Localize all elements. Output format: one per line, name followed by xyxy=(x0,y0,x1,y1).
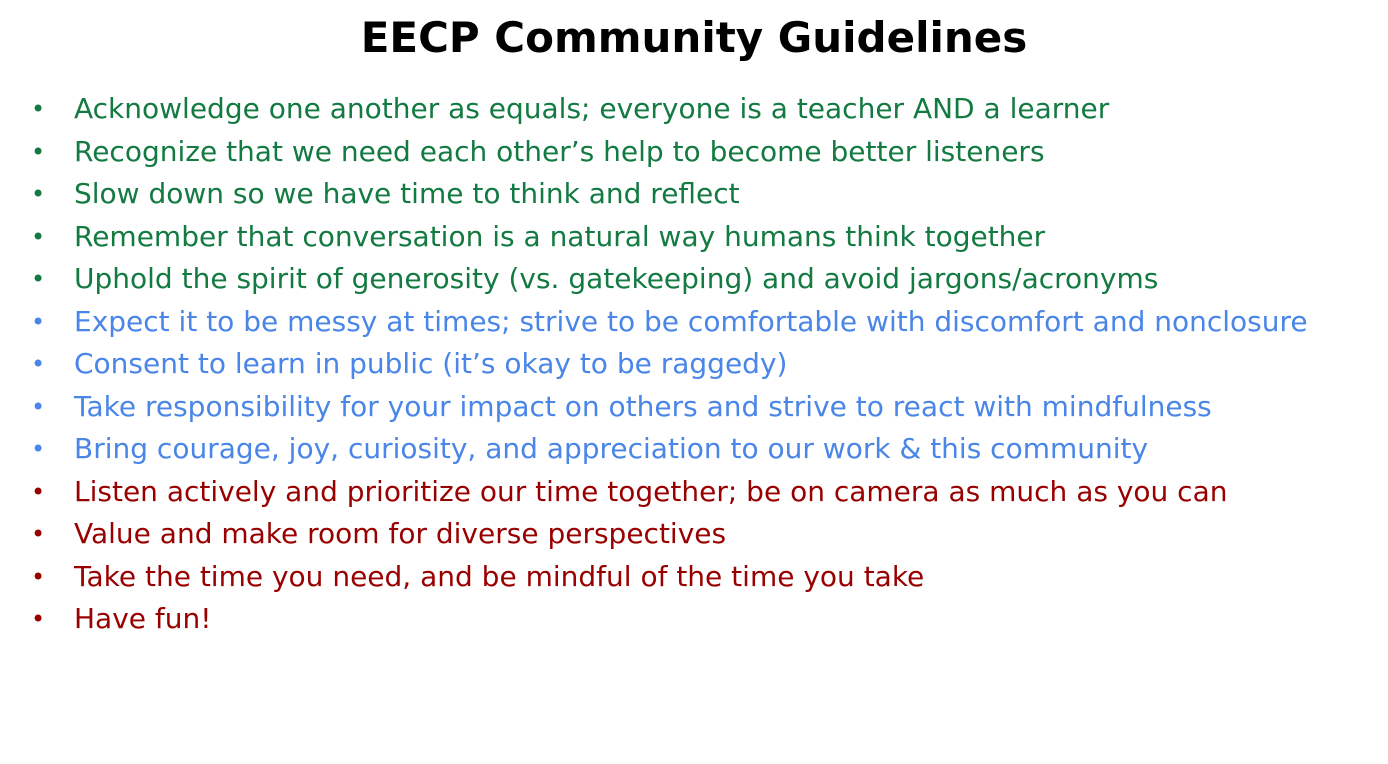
guideline-text: Slow down so we have time to think and reflect xyxy=(74,177,740,210)
guidelines-list xyxy=(0,88,1388,641)
guideline-text: Value and make room for diverse perspectives xyxy=(74,517,727,550)
bullet-icon: • xyxy=(31,137,46,166)
bullet-icon: • xyxy=(31,520,46,548)
page-title: EECP Community Guidelines xyxy=(360,13,1028,62)
bullet-icon: • xyxy=(31,605,46,633)
bullet-icon: • xyxy=(31,265,46,293)
bullet-icon: • xyxy=(31,392,46,421)
guideline-text: Take responsibility for your impact on others and strive to react with mindfulness xyxy=(74,389,1212,423)
bullet-icon: • xyxy=(31,180,46,208)
guideline-text: Uphold the spirit of generosity (vs. gatekeeping) and avoid jargons/acronyms xyxy=(74,262,1159,295)
guideline-text: Have fun! xyxy=(74,602,212,635)
bullet-icon: • xyxy=(31,562,46,591)
bullet-icon: • xyxy=(31,435,46,463)
bullet-icon: • xyxy=(31,350,46,378)
list-item xyxy=(0,428,1388,471)
list-item xyxy=(0,386,1388,429)
guideline-text: Consent to learn in public (it’s okay to be raggedy) xyxy=(74,347,788,380)
list-item xyxy=(0,258,1388,301)
bullet-icon: • xyxy=(31,477,46,506)
list-item xyxy=(0,173,1388,216)
guideline-text: Recognize that we need each other’s help to become better listeners xyxy=(74,134,1045,168)
guideline-text: Remember that conversation is a natural way humans think together xyxy=(74,219,1046,253)
list-item xyxy=(0,343,1388,386)
list-item xyxy=(0,131,1388,174)
list-item xyxy=(0,216,1388,259)
bullet-icon: • xyxy=(31,307,46,336)
bullet-icon: • xyxy=(31,222,46,251)
list-item xyxy=(0,301,1388,344)
list-item xyxy=(0,88,1388,131)
bullet-icon: • xyxy=(31,95,46,123)
guideline-text: Bring courage, joy, curiosity, and appreciation to our work & this community xyxy=(74,432,1149,465)
guideline-text: Take the time you need, and be mindful of the time you take xyxy=(74,559,925,593)
guideline-text: Acknowledge one another as equals; everyone is a teacher AND a learner xyxy=(74,92,1110,125)
guideline-text: Listen actively and prioritize our time together; be on camera as much as you can xyxy=(74,474,1228,508)
list-item xyxy=(0,598,1388,641)
guideline-text: Expect it to be messy at times; strive to be comfortable with discomfort and nonclosure xyxy=(74,304,1308,338)
list-item xyxy=(0,471,1388,514)
list-item xyxy=(0,513,1388,556)
list-item xyxy=(0,556,1388,599)
